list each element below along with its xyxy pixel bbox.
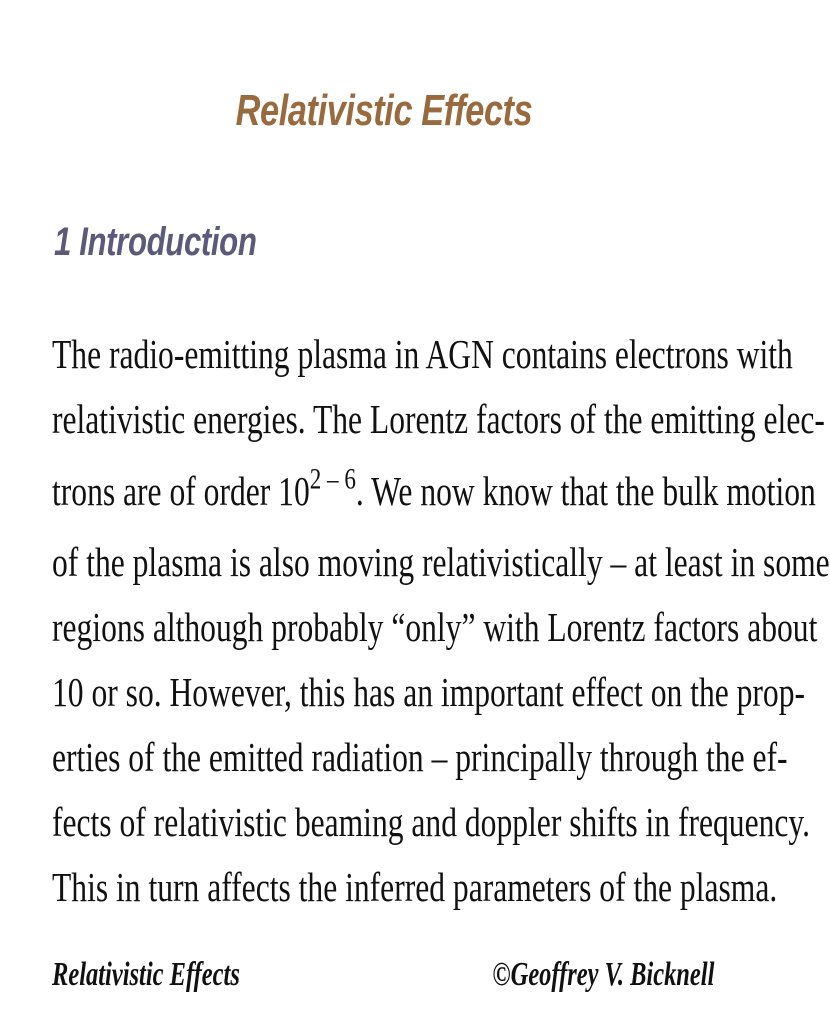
section-heading: 1 Introduction (54, 220, 257, 264)
lorentz-exponent: 2 – 6 (309, 462, 356, 496)
paragraph-line-3 (52, 452, 816, 530)
paragraph-line-1: The radio-emitting plasma in AGN contains electrons with (52, 331, 793, 377)
paragraph-line-3-end: . We now know that the bulk motion (355, 468, 816, 514)
slide-title: Relativistic Effects (235, 86, 533, 135)
paragraph-line-9: This in turn affects the inferred parameters of the plasma. (52, 864, 778, 910)
paragraph-line-4: of the plasma is also moving relativistically – at least in some (52, 539, 830, 585)
paragraph-line-7: erties of the emitted radiation – principally through the ef- (52, 734, 788, 780)
paragraph-line-5: regions although probably “only” with Lorentz factors about (52, 604, 818, 650)
body-paragraph (52, 322, 830, 920)
footer-title: Relativistic Effects (52, 956, 240, 993)
paragraph-line-6: 10 or so. However, this has an important effect on the prop- (52, 669, 806, 715)
paragraph-line-2: relativistic energies. The Lorentz factors of the emitting elec- (52, 396, 825, 442)
paragraph-line-3-start: trons are of order 10 (52, 468, 310, 514)
paragraph-line-8: fects of relativistic beaming and doppler shifts in frequency. (52, 799, 811, 845)
footer-copyright: ©Geoffrey V. Bicknell (491, 956, 714, 993)
